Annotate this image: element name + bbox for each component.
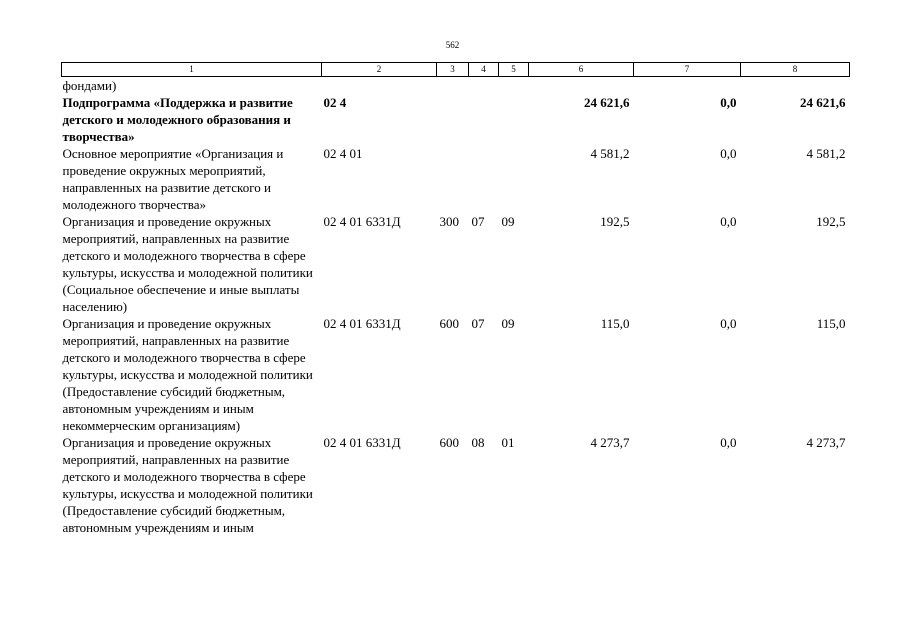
row-col8 bbox=[741, 77, 850, 95]
row-code: 02 4 bbox=[323, 95, 347, 110]
header-col-6: 6 bbox=[529, 63, 634, 77]
row-vr: 600 bbox=[439, 435, 459, 450]
budget-table bbox=[61, 62, 850, 536]
table-row bbox=[62, 434, 850, 536]
row-code: 02 4 01 6331Д bbox=[323, 214, 401, 229]
row-col7: 0,0 bbox=[720, 435, 737, 450]
row-vr bbox=[437, 94, 469, 145]
row-col8: 24 621,6 bbox=[800, 95, 846, 110]
row-vr bbox=[437, 77, 469, 95]
row-col8: 115,0 bbox=[816, 316, 846, 331]
row-rz: 08 bbox=[471, 435, 485, 450]
table-row bbox=[62, 77, 850, 95]
table-row bbox=[62, 315, 850, 434]
row-name: Подпрограмма «Поддержка и развитие детского и молодежного образования и творчества» bbox=[62, 95, 293, 144]
header-col-2: 2 bbox=[322, 63, 437, 77]
table-body bbox=[62, 77, 850, 537]
row-code bbox=[322, 77, 437, 95]
row-pr bbox=[499, 77, 529, 95]
row-pr bbox=[499, 145, 529, 213]
table-header bbox=[62, 63, 850, 77]
row-pr: 09 bbox=[501, 214, 515, 229]
header-row bbox=[62, 63, 850, 77]
header-col-5: 5 bbox=[499, 63, 529, 77]
row-code: 02 4 01 6331Д bbox=[323, 435, 401, 450]
row-vr bbox=[437, 145, 469, 213]
row-col7 bbox=[634, 77, 741, 95]
table-row bbox=[62, 213, 850, 315]
row-col8: 4 581,2 bbox=[806, 146, 846, 161]
row-rz bbox=[469, 94, 499, 145]
row-rz bbox=[469, 77, 499, 95]
row-rz bbox=[469, 145, 499, 213]
header-col-8: 8 bbox=[741, 63, 850, 77]
row-pr: 09 bbox=[501, 316, 515, 331]
row-name: Организация и проведение окружных мероприятий, направленных на развитие детского и молодежного творчества в сфере культуры, искусства и молодежной политики (Социальное обеспечение и иные выплаты населению) bbox=[62, 214, 313, 314]
row-name: Организация и проведение окружных мероприятий, направленных на развитие детского и молодежного творчества в сфере культуры, искусства и молодежной политики (Предоставление субсидий бюджетным, автономным учреждениям и иным некоммерческим организациям) bbox=[62, 316, 313, 433]
row-code: 02 4 01 bbox=[323, 146, 363, 161]
row-pr bbox=[499, 94, 529, 145]
row-col6: 115,0 bbox=[600, 316, 630, 331]
row-vr: 300 bbox=[439, 214, 459, 229]
row-rz: 07 bbox=[471, 214, 485, 229]
row-col8: 4 273,7 bbox=[806, 435, 846, 450]
page-number: 562 bbox=[445, 40, 460, 50]
row-pr: 01 bbox=[501, 435, 515, 450]
row-vr: 600 bbox=[439, 316, 459, 331]
row-col7: 0,0 bbox=[720, 214, 737, 229]
row-col6: 192,5 bbox=[600, 214, 630, 229]
header-col-4: 4 bbox=[469, 63, 499, 77]
row-rz: 07 bbox=[471, 316, 485, 331]
header-col-3: 3 bbox=[437, 63, 469, 77]
row-col6 bbox=[529, 77, 634, 95]
header-col-1: 1 bbox=[62, 63, 322, 77]
row-col6: 24 621,6 bbox=[584, 95, 630, 110]
row-col7: 0,0 bbox=[720, 146, 737, 161]
table-row-subprogram bbox=[62, 94, 850, 145]
row-col6: 4 581,2 bbox=[590, 146, 630, 161]
row-col7: 0,0 bbox=[720, 316, 737, 331]
row-name: Организация и проведение окружных мероприятий, направленных на развитие детского и молодежного творчества в сфере культуры, искусства и молодежной политики (Предоставление субсидий бюджетным, автономным учреждениям и иным bbox=[62, 435, 313, 535]
row-name: фондами) bbox=[62, 78, 117, 93]
row-col8: 192,5 bbox=[816, 214, 846, 229]
row-col6: 4 273,7 bbox=[590, 435, 630, 450]
row-code: 02 4 01 6331Д bbox=[323, 316, 401, 331]
row-col7: 0,0 bbox=[720, 95, 737, 110]
row-name: Основное мероприятие «Организация и проведение окружных мероприятий, направленных на развитие детского и молодежного творчества» bbox=[62, 146, 284, 212]
table-row bbox=[62, 145, 850, 213]
header-col-7: 7 bbox=[634, 63, 741, 77]
